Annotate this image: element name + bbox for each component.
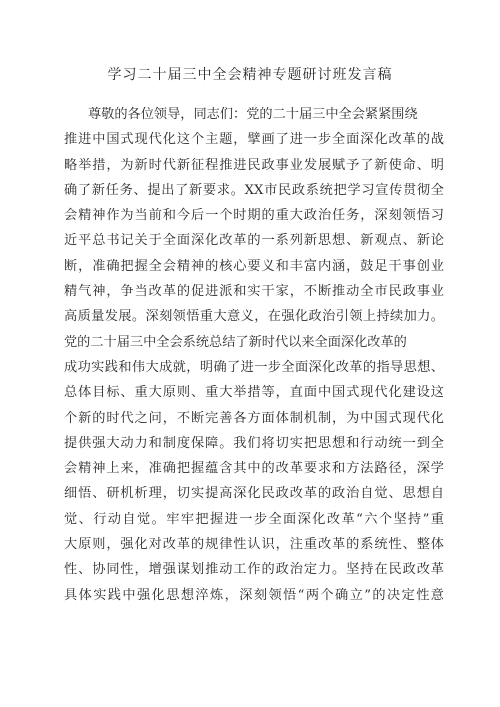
paragraph-line: 大原则，强化对改革的规律性认识，注重改革的系统性、整体 [64,537,444,553]
paragraph-line: 具体实践中强化思想淬炼，深刻领悟“两个确立”的决定性意 [64,587,444,603]
paragraph-line: 尊敬的各位领导，同志们：党的二十届三中全会紧紧围绕 [88,107,418,122]
paragraph-line: 提供强大动力和制度保障。我们将切实把思想和行动统一到全 [64,435,444,451]
paragraph-line: 性、协同性，增强谋划推动工作的政治定力。坚持在民政改革 [64,562,444,578]
paragraph-line: 个新的时代之问，不断完善各方面体制机制，为中国式现代化 [64,410,444,426]
paragraph-line: 精气神，争当改革的促进派和实干家，不断推动全市民政事业 [64,284,444,300]
paragraph-line: 会精神作为当前和今后一个时期的重大政治任务，深刻领悟习 [64,208,444,224]
paragraph-line: 觉、行动自觉。牢牢把握进一步全面深化改革“六个坚持”重 [64,511,444,527]
paragraph-line: 细悟、研机析理，切实提高深化民政改革的政治自觉、思想自 [64,486,444,502]
paragraph-line: 断，准确把握全会精神的核心要义和丰富内涵，鼓足干事创业 [64,258,444,274]
document-body [64,102,444,608]
paragraph-line: 成功实践和伟大成就，明确了进一步全面深化改革的指导思想、 [64,359,444,375]
paragraph-line: 总体目标、重大原则、重大举措等，直面中国式现代化建设这 [64,385,444,401]
paragraph-line: 党的二十届三中全会系统总结了新时代以来全面深化改革的 [64,334,407,350]
paragraph-line: 确了新任务、提出了新要求。XX市民政系统把学习宣传贯彻全 [64,182,444,198]
paragraph-line: 略举措，为新时代新征程推进民政事业发展赋予了新使命、明 [64,157,444,173]
paragraph-line: 会精神上来，准确把握蕴含其中的改革要求和方法路径，深学 [64,461,444,477]
document-title: 学习二十届三中全会精神专题研讨班发言稿 [107,67,393,83]
paragraph-line: 近平总书记关于全面深化改革的一系列新思想、新观点、新论 [64,233,444,249]
paragraph-line: 推进中国式现代化这个主题，擘画了进一步全面深化改革的战 [64,132,444,148]
paragraph-line: 高质量发展。深刻领悟重大意义，在强化政治引领上持续加力。 [64,309,444,325]
